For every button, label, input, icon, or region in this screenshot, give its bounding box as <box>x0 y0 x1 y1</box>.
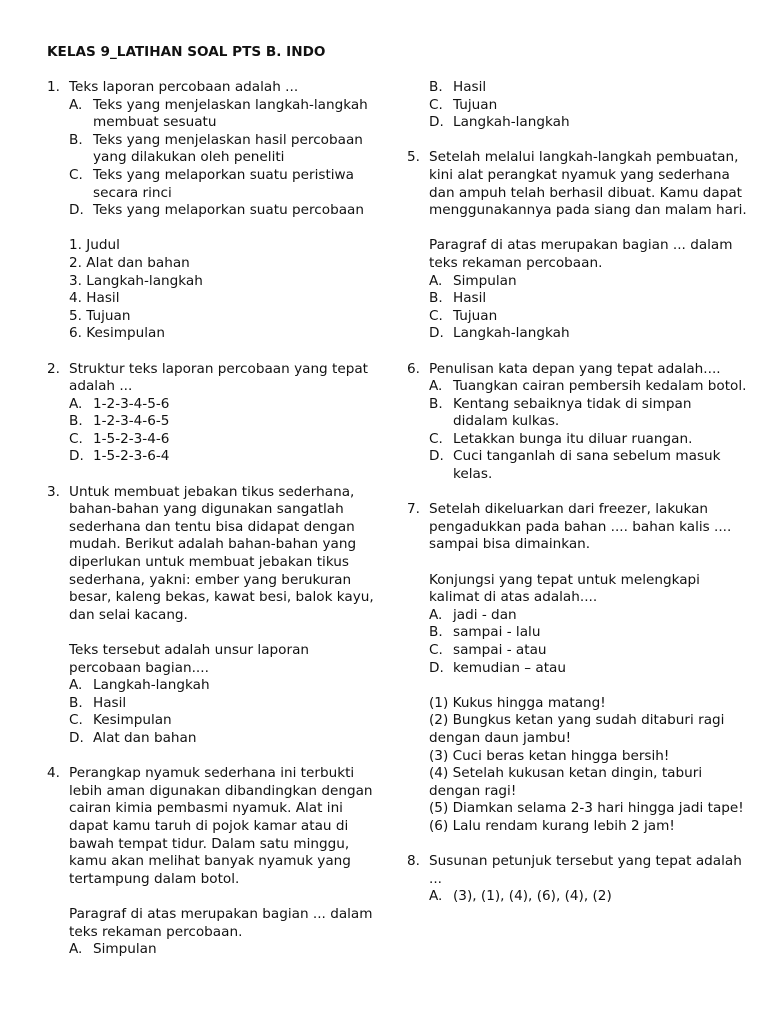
question-number: 7. <box>407 501 420 518</box>
option-text: kemudian – atau <box>453 659 567 676</box>
question-5 <box>407 149 747 343</box>
list-item: (2) Bungkus ketan yang sudah ditaburi ragi dengan daun jambu! <box>429 712 725 746</box>
question-text: Perangkap nyamuk sederhana ini terbukti lebih aman digunakan dibandingkan dengan cairan kimia pembasmi nyamuk. Alat ini dapat kamu taruh di pojok kamar atau di bawah tempat tidur. Dalam satu minggu, kamu akan melihat banyak nyamuk yang tertampung dalam botol. <box>69 765 373 887</box>
question-4 <box>47 765 377 959</box>
question-text: Teks laporan percobaan adalah ... <box>69 79 299 95</box>
option-label: D. <box>69 202 84 219</box>
option-label: B. <box>429 624 443 641</box>
option-text: 1-5-2-3-4-6 <box>93 430 170 447</box>
option-c[interactable] <box>429 431 747 449</box>
option-d[interactable] <box>69 448 377 466</box>
option-text: sampai - lalu <box>453 624 541 641</box>
option-text: Simpulan <box>453 272 517 289</box>
option-text: Simpulan <box>93 941 157 958</box>
option-label: B. <box>69 694 83 711</box>
list-item: (6) Lalu rendam kurang lebih 2 jam! <box>429 817 675 834</box>
option-b[interactable] <box>429 396 747 431</box>
option-text: Tuangkan cairan pembersih kedalam botol. <box>453 378 747 395</box>
question-8 <box>407 853 747 906</box>
question-number: 3. <box>47 483 60 500</box>
left-column <box>47 79 377 959</box>
question-prompt: Paragraf di atas merupakan bagian ... dalam teks rekaman percobaan. <box>69 905 373 940</box>
option-label: B. <box>429 79 443 95</box>
option-text: sampai - atau <box>453 642 547 658</box>
list-item: (1) Kukus hingga matang! <box>429 694 606 711</box>
list-item: 1. Judul <box>69 237 120 254</box>
option-text: Langkah-langkah <box>453 325 570 342</box>
option-label: A. <box>429 606 443 623</box>
option-text: Cuci tanganlah di sana sebelum masuk kelas. <box>453 448 721 483</box>
option-a[interactable] <box>69 97 377 132</box>
option-c[interactable] <box>429 642 747 660</box>
option-text: Hasil <box>453 290 487 307</box>
question-3 <box>47 484 377 748</box>
option-text: Teks yang menjelaskan hasil percobaan yang dilakukan oleh peneliti <box>93 131 363 166</box>
option-label: A. <box>69 395 83 412</box>
option-label: A. <box>429 378 443 395</box>
question-prompt: Paragraf di atas merupakan bagian ... dalam teks rekaman percobaan. <box>429 237 733 271</box>
option-a[interactable] <box>429 378 747 396</box>
question-prompt: Konjungsi yang tepat untuk melengkapi kalimat di atas adalah.... <box>429 571 700 606</box>
question-4-continued <box>407 79 747 132</box>
question-6 <box>407 361 747 484</box>
option-d[interactable] <box>429 448 747 483</box>
list-item: 4. Hasil <box>69 290 120 307</box>
option-label: A. <box>69 96 83 113</box>
option-label: C. <box>69 430 83 447</box>
option-text: 1-2-3-4-6-5 <box>93 413 170 430</box>
question-prompt: Teks tersebut adalah unsur laporan percobaan bagian.... <box>69 642 310 676</box>
option-label: A. <box>69 677 83 694</box>
option-d[interactable] <box>429 114 747 132</box>
option-text: Hasil <box>453 79 487 95</box>
option-label: C. <box>429 642 443 658</box>
list-item: 6. Kesimpulan <box>69 325 165 342</box>
option-a[interactable] <box>69 941 377 959</box>
list-item: (5) Diamkan selama 2-3 hari hingga jadi tape! <box>429 800 744 817</box>
option-text: Langkah-langkah <box>453 114 570 131</box>
option-label: A. <box>69 941 83 958</box>
page-title: KELAS 9_LATIHAN SOAL PTS B. INDO <box>47 44 326 60</box>
option-a[interactable] <box>429 888 747 906</box>
question-text: Setelah dikeluarkan dari freezer, lakukan pengadukkan pada bahan .... bahan kalis .... sampai bisa dimainkan. <box>429 501 732 553</box>
option-c[interactable] <box>429 97 747 115</box>
option-c[interactable] <box>69 167 377 202</box>
option-c[interactable] <box>69 431 377 449</box>
question-number: 5. <box>407 149 420 166</box>
option-label: D. <box>429 114 444 131</box>
question-7 <box>407 501 747 835</box>
question-number: 6. <box>407 360 420 377</box>
option-b[interactable] <box>429 290 747 308</box>
option-label: C. <box>429 430 443 447</box>
option-c[interactable] <box>429 308 747 326</box>
option-text: (3), (1), (4), (6), (4), (2) <box>453 888 612 905</box>
option-label: B. <box>429 290 443 307</box>
option-a[interactable] <box>429 607 747 625</box>
option-a[interactable] <box>429 273 747 291</box>
option-text: Hasil <box>93 694 127 711</box>
option-c[interactable] <box>69 712 377 730</box>
option-label: D. <box>69 729 84 746</box>
list-item: 3. Langkah-langkah <box>69 272 203 289</box>
question-2 <box>47 361 377 467</box>
option-text: 1-5-2-3-6-4 <box>93 448 170 465</box>
option-a[interactable] <box>69 677 377 695</box>
option-text: Alat dan bahan <box>93 729 197 746</box>
option-text: Teks yang menjelaskan langkah-langkah membuat sesuatu <box>93 96 368 131</box>
question-1 <box>47 79 377 343</box>
option-text: jadi - dan <box>453 606 517 623</box>
option-label: B. <box>69 131 83 148</box>
option-text: Teks yang melaporkan suatu peristiwa secara rinci <box>93 166 355 201</box>
option-b[interactable] <box>69 413 377 431</box>
option-label: C. <box>69 166 83 183</box>
option-text: Tujuan <box>453 307 498 324</box>
option-text: Kesimpulan <box>93 712 172 729</box>
option-label: C. <box>429 307 443 324</box>
option-label: D. <box>429 448 444 465</box>
question-text: Setelah melalui langkah-langkah pembuatan, kini alat perangkat nyamuk yang sederhana dan ampuh telah berhasil dibuat. Kamu dapat menggunakannya pada siang dan malam hari. <box>429 149 747 219</box>
option-d[interactable] <box>429 325 747 343</box>
option-b[interactable] <box>429 79 747 97</box>
question-number: 4. <box>47 765 60 782</box>
list-item: 5. Tujuan <box>69 307 131 324</box>
option-label: D. <box>429 325 444 342</box>
right-column <box>407 79 747 906</box>
option-label: A. <box>429 888 443 905</box>
option-label: C. <box>429 96 443 113</box>
option-text: Letakkan bunga itu diluar ruangan. <box>453 430 693 447</box>
question-text: Penulisan kata depan yang tepat adalah.... <box>429 360 721 377</box>
question-text: Susunan petunjuk tersebut yang tepat adalah ... <box>429 853 742 887</box>
option-text: Kentang sebaiknya tidak di simpan didalam kulkas. <box>453 395 692 430</box>
option-d[interactable] <box>69 202 377 220</box>
list-item: (4) Setelah kukusan ketan dingin, taburi dengan ragi! <box>429 765 703 799</box>
option-text: Teks yang melaporkan suatu percobaan <box>93 202 364 219</box>
option-label: A. <box>429 272 443 289</box>
option-label: B. <box>69 413 83 430</box>
list-item: 2. Alat dan bahan <box>69 254 190 271</box>
option-d[interactable] <box>69 730 377 748</box>
option-d[interactable] <box>429 660 747 678</box>
question-text: Untuk membuat jebakan tikus sederhana, bahan-bahan yang digunakan sangatlah sederhana dan tentu bisa didapat dengan mudah. Berikut adalah bahan-bahan yang diperlukan untuk membuat jebakan tikus sederhana, yakni: ember yang berukuran besar, kaleng bekas, kawat besi, balok kayu, dan selai kacang. <box>69 483 374 623</box>
option-a[interactable] <box>69 396 377 414</box>
question-number: 8. <box>407 853 420 870</box>
question-text: Struktur teks laporan percobaan yang tepat adalah ... <box>69 360 368 395</box>
list-item: (3) Cuci beras ketan hingga bersih! <box>429 747 670 764</box>
option-text: Tujuan <box>453 96 498 113</box>
question-number: 2. <box>47 360 60 377</box>
option-b[interactable] <box>69 695 377 713</box>
option-text: Langkah-langkah <box>93 677 210 694</box>
option-b[interactable] <box>69 132 377 167</box>
option-text: 1-2-3-4-5-6 <box>93 395 170 412</box>
option-b[interactable] <box>429 624 747 642</box>
option-label: C. <box>69 712 83 729</box>
option-label: D. <box>69 448 84 465</box>
option-label: B. <box>429 395 443 412</box>
question-number: 1. <box>47 79 60 95</box>
option-label: D. <box>429 659 444 676</box>
